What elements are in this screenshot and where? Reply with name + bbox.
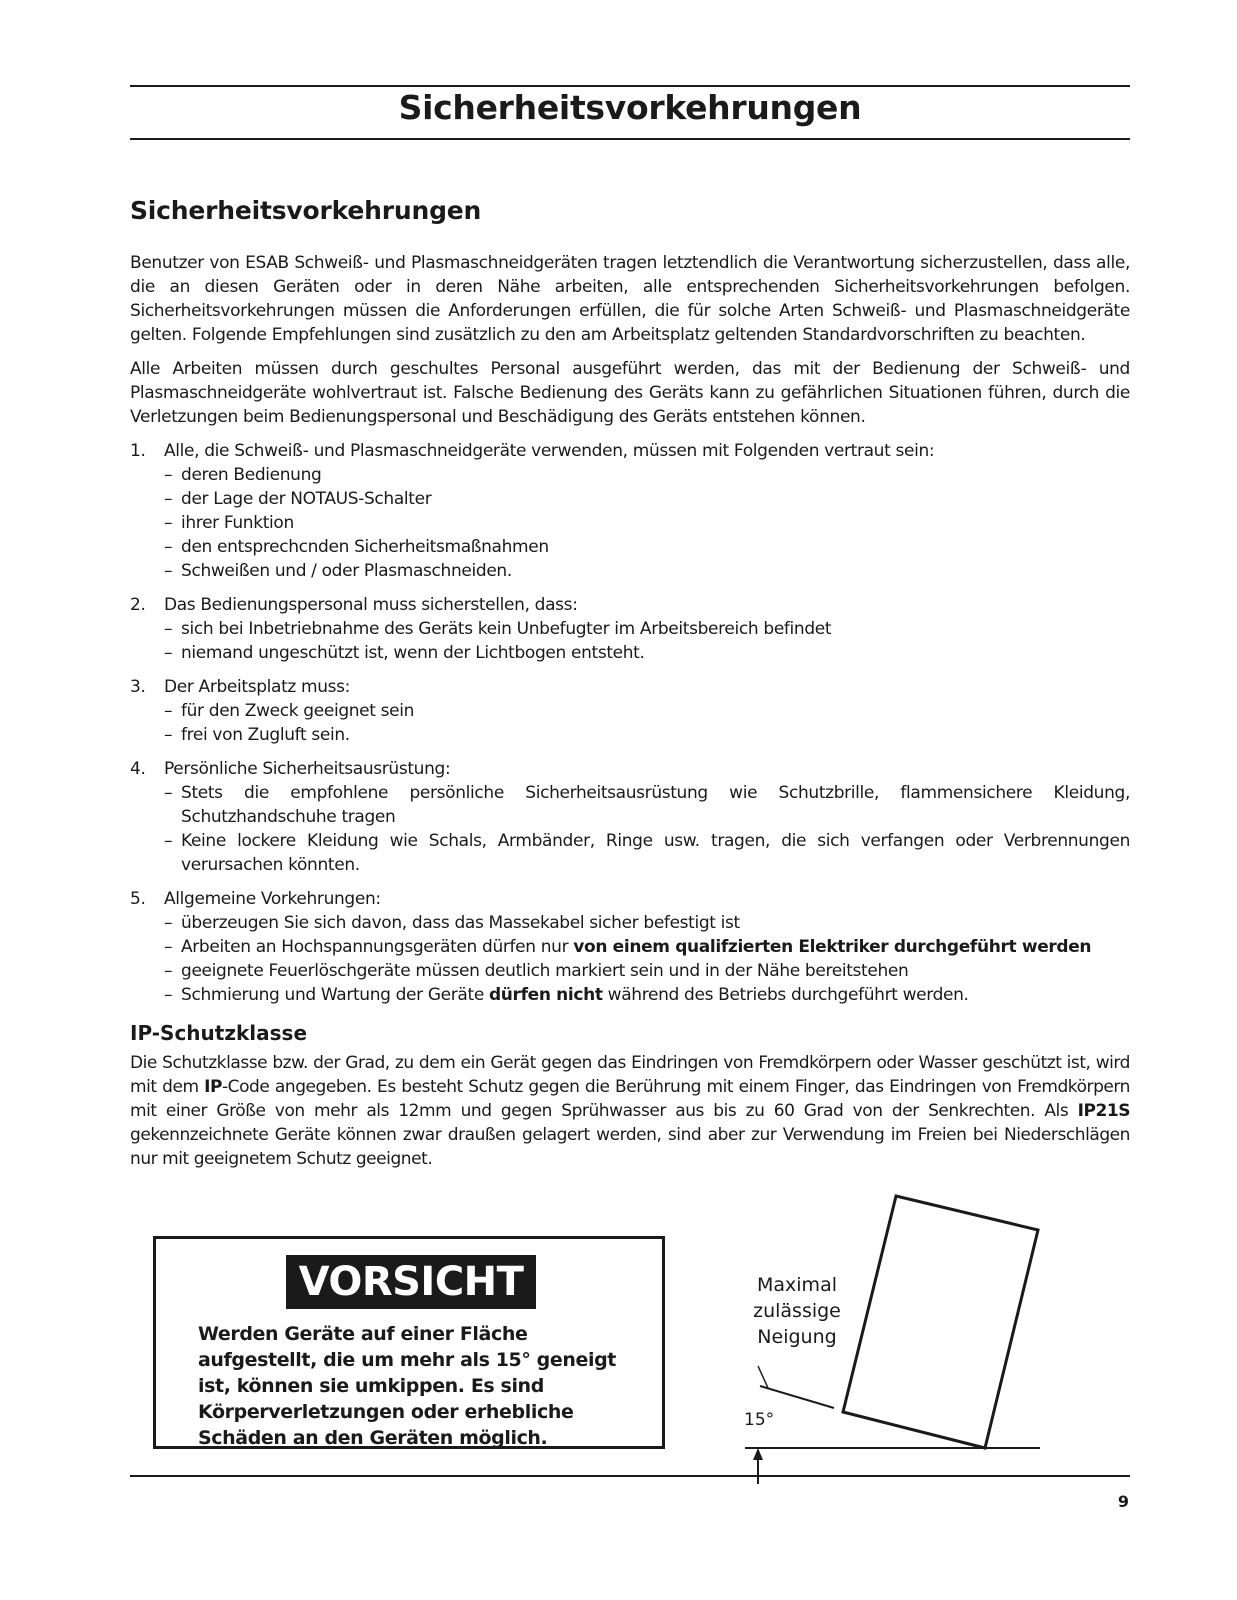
sub-list-item: – für den Zweck geeignet sein	[164, 699, 1130, 723]
caution-text: Werden Geräte auf einer Fläche aufgestellt, die um mehr als 15° geneigt ist, können sie umkippen. Es sind Körperverletzungen oder erhebliche Schäden an den Geräten möglich.	[198, 1323, 616, 1449]
safety-list	[130, 439, 1130, 1007]
sub-list-item: – frei von Zugluft sein.	[164, 723, 1130, 747]
angle-label: 15°	[744, 1410, 775, 1430]
sub-list-item: – der Lage der NOTAUS-Schalter	[164, 487, 1130, 511]
sub-list-item: – niemand ungeschützt ist, wenn der Lichtbogen entsteht.	[164, 641, 1130, 665]
list-item	[130, 439, 1130, 583]
sub-list-bold-text: dürfen nicht	[488, 985, 603, 1005]
sub-list	[164, 617, 1130, 665]
list-item	[130, 757, 1130, 877]
main-content	[130, 196, 1130, 1181]
sub-list-item: – Keine lockere Kleidung wie Schals, Armbänder, Ringe usw. tragen, die sich verfangen oder Verbrennungen verursachen könnten.	[164, 829, 1130, 877]
ip-text: -Code angegeben. Es besteht Schutz gegen die Berührung mit einem Finger, das Eindringen von Fremdkörpern mit einer Größe von mehr als 12mm und gegen Sprühwasser aus bis zu 60 Grad von der Senkrechten. Als	[130, 1077, 1131, 1121]
tilt-diagram	[700, 1190, 1130, 1490]
list-number: 1.	[130, 441, 146, 461]
sub-list-item: – sich bei Inbetriebnahme des Geräts kein Unbefugter im Arbeitsbereich befindet	[164, 617, 1130, 641]
diagram-label-line2: zulässige	[753, 1300, 841, 1322]
page-number: 9	[1117, 1492, 1129, 1511]
sub-list	[164, 911, 1130, 1007]
section-title: Sicherheitsvorkehrungen	[130, 196, 482, 225]
page-header-title: Sicherheitsvorkehrungen	[398, 88, 862, 127]
ip-paragraph	[130, 1051, 1130, 1171]
list-number: 4.	[130, 759, 146, 779]
sub-list-item: – geeignete Feuerlöschgeräte müssen deutlich markiert sein und in der Nähe bereitstehen	[164, 959, 1130, 983]
list-item	[130, 675, 1130, 747]
list-item-text: Das Bedienungspersonal muss sicherstellen, dass:	[164, 595, 578, 615]
list-item-text: Persönliche Sicherheitsausrüstung:	[164, 759, 451, 779]
header-top-rule	[130, 85, 1130, 87]
ip-text: gekennzeichnete Geräte können zwar draußen gelagert werden, sind aber zur Verwendung im Freien bei Niederschlägen nur mit geeignetem Schutz geeignet.	[130, 1125, 1130, 1169]
training-paragraph: Alle Arbeiten müssen durch geschultes Personal ausgeführt werden, das mit der Bedienung der Schweiß- und Plasmaschneidgeräte wohlvertraut ist. Falsche Bedienung des Geräts kann zu gefährlichen Situationen führen, durch die Verletzungen beim Bedienungspersonal und Beschädigung des Geräts entstehen können.	[130, 359, 1130, 427]
list-item-text: Der Arbeitsplatz muss:	[164, 677, 351, 697]
sub-list-item: – den entsprechcnden Sicherheitsmaßnahmen	[164, 535, 1130, 559]
sub-list-item	[164, 935, 1130, 959]
incline-line	[760, 1386, 834, 1408]
list-item	[130, 593, 1130, 665]
sub-list-item: – deren Bedienung	[164, 463, 1130, 487]
sub-list	[164, 463, 1130, 583]
sub-list-text: Schmierung und Wartung der Geräte	[181, 985, 489, 1005]
list-item	[130, 887, 1130, 1007]
diagram-label-line1: Maximal	[757, 1274, 837, 1296]
ip-bold-text: IP21S	[1077, 1101, 1130, 1121]
ip-bold-text: IP	[204, 1077, 222, 1097]
caution-label: VORSICHT	[286, 1255, 536, 1309]
intro-paragraph: Benutzer von ESAB Schweiß- und Plasmaschneidgeräten tragen letztendlich die Verantwortung sicherzustellen, dass alle, die an diesen Geräten oder in deren Nähe arbeiten, alle entsprechenden Sicherheitsvorkehrungen befolgen. Sicherheitsvorkehrungen müssen die Anforderungen erfüllen, die für solche Arten Schweiß- und Plasmaschneidgeräte gelten. Folgende Empfehlungen sind zusätzlich zu den am Arbeitsplatz geltenden Standardvorschriften zu beachten.	[130, 253, 1130, 345]
sub-list-item: – überzeugen Sie sich davon, dass das Massekabel sicher befestigt ist	[164, 911, 1130, 935]
list-item-text: Allgemeine Vorkehrungen:	[164, 889, 381, 909]
sub-list-item: – Stets die empfohlene persönliche Sicherheitsausrüstung wie Schutzbrille, flammensichere Kleidung, Schutzhandschuhe tragen	[164, 781, 1130, 829]
sub-list-text: Arbeiten an Hochspannungsgeräten dürfen nur	[181, 937, 574, 957]
footer-rule	[130, 1475, 1130, 1477]
sub-list-item: – Schweißen und / oder Plasmaschneiden.	[164, 559, 1130, 583]
sub-list	[164, 699, 1130, 747]
sub-list-item	[164, 983, 1130, 1007]
list-number: 5.	[130, 889, 146, 909]
caution-box	[153, 1236, 665, 1449]
sub-list-bold-text: von einem qualifzierten Elektriker durchgeführt werden	[573, 937, 1092, 957]
sub-list-item: – ihrer Funktion	[164, 511, 1130, 535]
list-number: 2.	[130, 595, 146, 615]
list-item-text: Alle, die Schweiß- und Plasmaschneidgeräte verwenden, müssen mit Folgenden vertraut sein:	[164, 441, 935, 461]
list-number: 3.	[130, 677, 146, 697]
angle-arrow-head	[753, 1448, 763, 1460]
ip-text: Die Schutzklasse bzw. der Grad, zu dem ein Gerät gegen das Eindringen von Fremdkörpern oder Wasser geschützt ist, wird mit dem	[130, 1053, 1130, 1097]
ip-section-title: IP-Schutzklasse	[130, 1021, 308, 1045]
diagram-label-line3: Neigung	[757, 1326, 837, 1348]
tilted-device-shape	[843, 1196, 1038, 1448]
label-leader-line	[758, 1366, 768, 1388]
sub-list-text: während des Betriebs durchgeführt werden.	[602, 985, 969, 1005]
header-bottom-rule	[130, 138, 1130, 140]
sub-list	[164, 781, 1130, 877]
